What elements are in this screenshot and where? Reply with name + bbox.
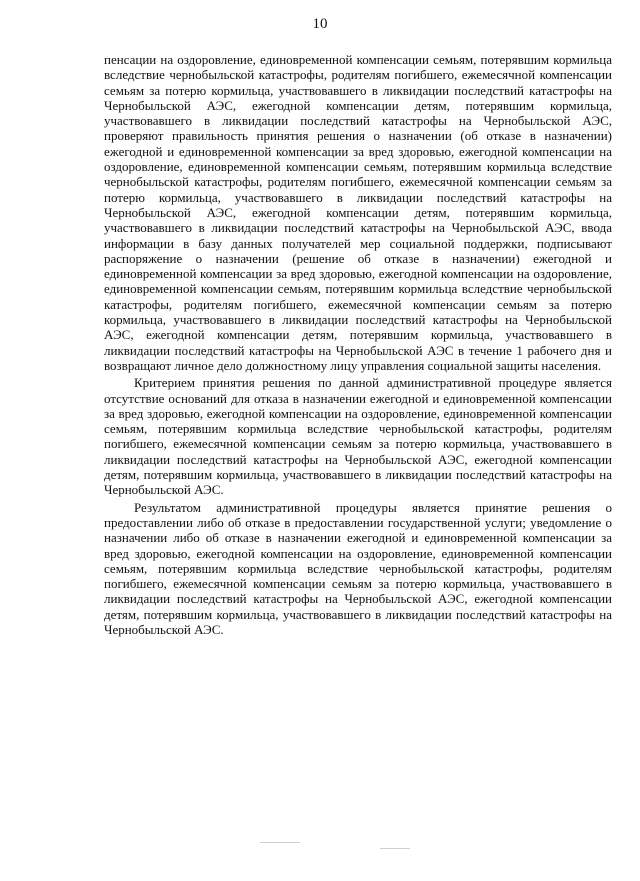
- paragraph-procedure-result: Результатом административной процедуры является принятие решения о предоставлении либо об отказе в предоставлении государственной услуги; уведомление о назначении либо об отказе в назначении ежегодной и единовременной компенсации за вред здоровью, ежегодной компенсации на оздоровление, единовременной компенсации семьям, потерявшим кормильца вследствие чернобыльской катастрофы, родителям погибшего, ежемесячной компенсации семьям за потерю кормильца, участвовавшего в ликвидации последствий катастрофы на Чернобыльской АЭС, ежегодной компенсации детям, потерявшим кормильца, участвовавшего в ликвидации последствий катастрофы на Чернобыльской АЭС.: [104, 499, 612, 637]
- paragraph-decision-criterion: Критерием принятия решения по данной административной процедуре является отсутствие оснований для отказа в назначении ежегодной и единовременной компенсации за вред здоровью, ежегодной компенсации на оздоровление, единовременной компенсации семьям, потерявшим кормильца вследствие чернобыльской катастрофы, родителям погибшего, ежемесячной компенсации семьям за потерю кормильца, участвовавшего в ликвидации последствий катастрофы на Чернобыльской АЭС, ежегодной компенсации детям, потерявшим кормильца, участвовавшего в ликвидации последствий катастрофы на Чернобыльской АЭС.: [104, 375, 612, 498]
- scan-artifact: [260, 842, 300, 843]
- paragraph-continuation: пенсации на оздоровление, единовременной компенсации семьям, потерявшим кормильца вследствие чернобыльской катастрофы, родителям погибшего, ежемесячной компенсации семьям за потерю кормильца, участвовавшего в ликвидации последствий катастрофы на Чернобыльской АЭС, ежегодной компенсации детям, потерявшим кормильца, участвовавшего в ликвидации последствий катастрофы на Чернобыльской АЭС, проверяют правильность принятия решения о назначении (об отказе в назначении) ежегодной и единовременной компенсации за вред здоровью, ежегодной компенсации на оздоровление, единовременной компенсации семьям, потерявшим кормильца вследствие чернобыльской катастрофы, родителям погибшего, ежемесячной компенсации семьям за потерю кормильца, участвовавшего в ликвидации последствий катастрофы на Чернобыльской АЭС, ежегодной компенсации детям, потерявшим кормильца, участвовавшего в ликвидации последствий катастрофы на Чернобыльской АЭС, ввода информации в базу данных получателей мер социальной поддержки, подписывают распоряжение о назначении (решение об отказе в назначении) ежегодной и единовременной компенсации за вред здоровью, ежегодной компенсации на оздоровление, единовременной компенсации семьям, потерявшим кормильца вследствие чернобыльской катастрофы, родителям погибшего, ежемесячной компенсации семьям за потерю кормильца, участвовавшего в ликвидации последствий катастрофы на Чернобыльской АЭС, ежегодной компенсации детям, потерявшим кормильца, участвовавшего в ликвидации последствий катастрофы на Чернобыльской АЭС в течение 1 рабочего дня и возвращают личное дело должностному лицу управления социальной защиты населения.: [104, 52, 612, 373]
- scan-artifact: [380, 848, 410, 849]
- page-number: 10: [312, 16, 328, 32]
- document-body: [104, 52, 612, 639]
